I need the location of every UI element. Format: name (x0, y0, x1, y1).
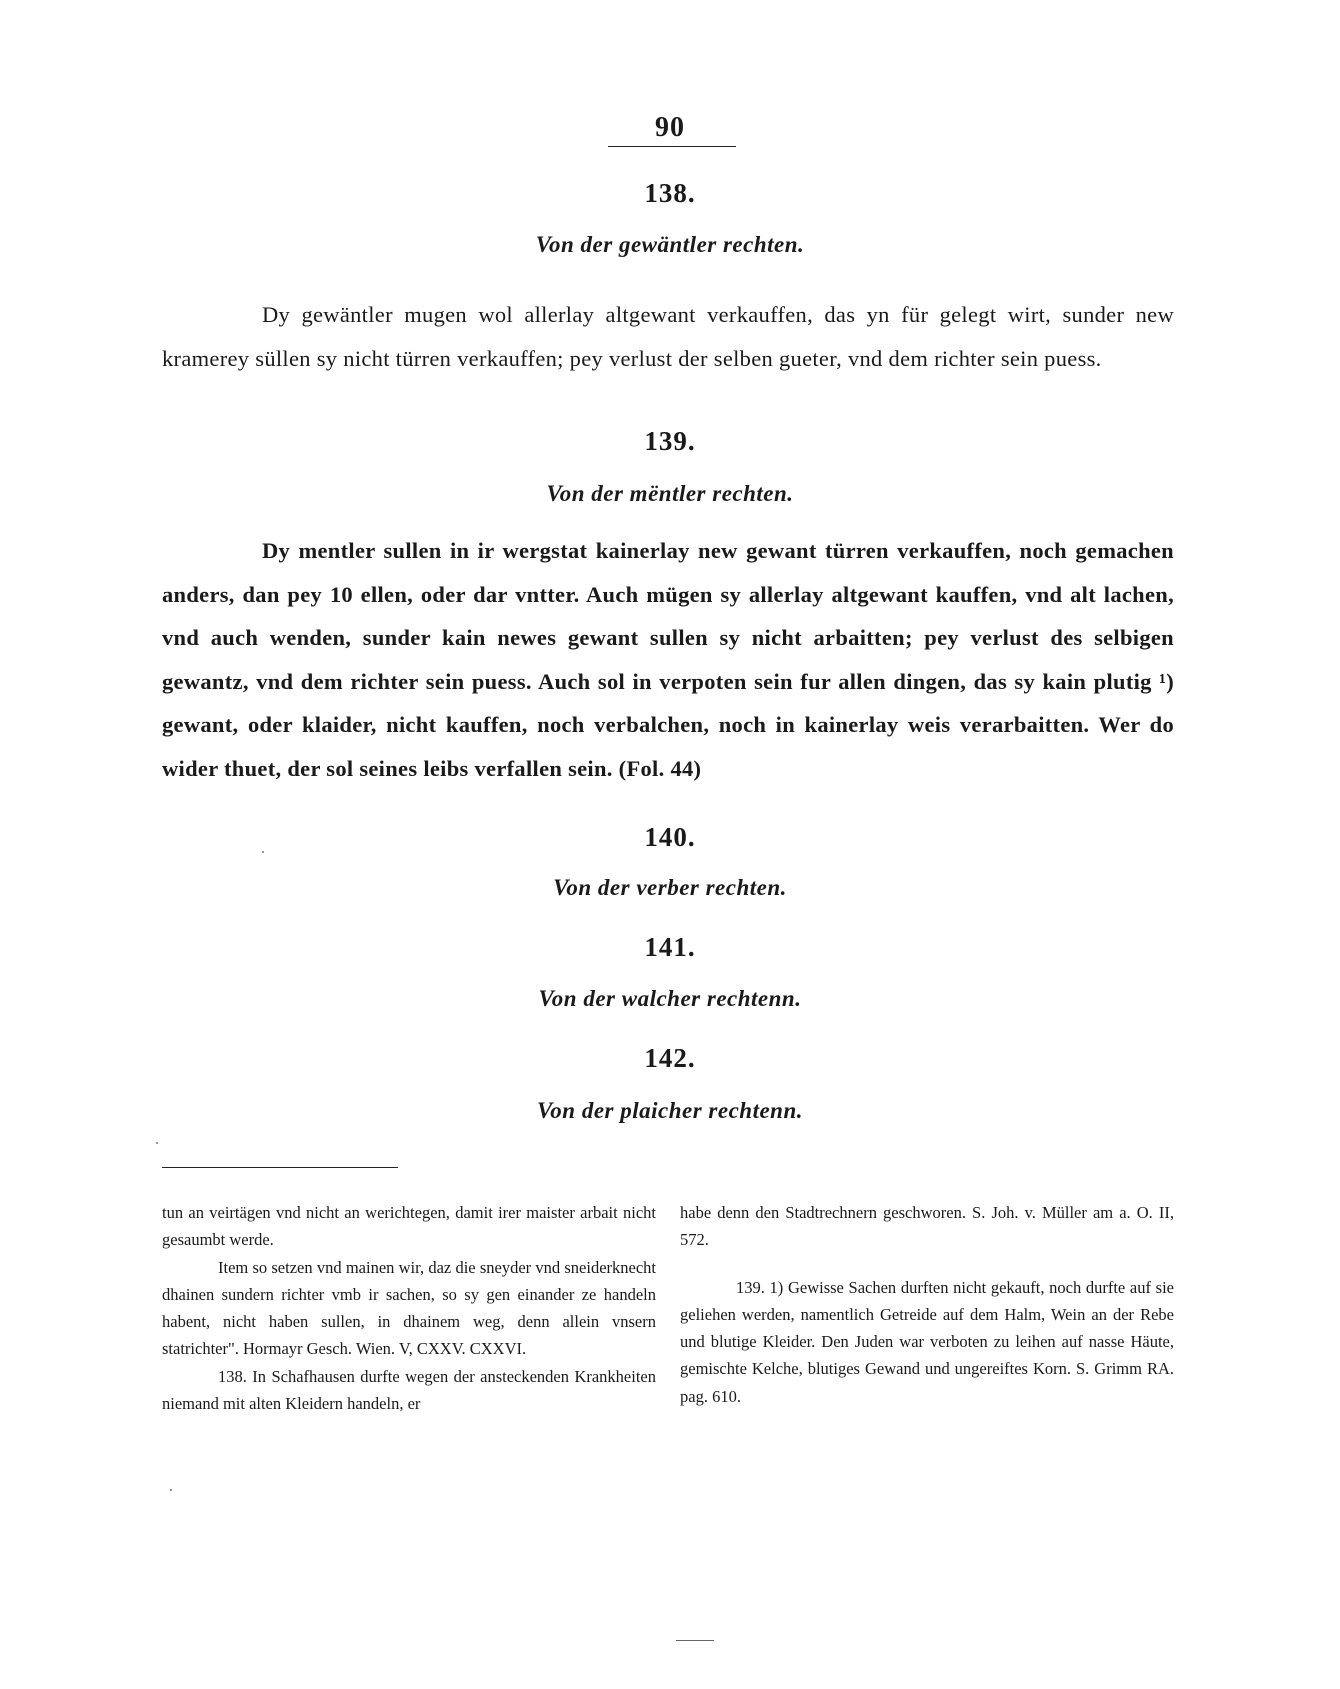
section-number-141: 141. (644, 932, 696, 962)
footnote-paragraph: 138. In Schafhausen durfte wegen der ansteckenden Krankheiten niemand mit alten Kleidern handeln, er (162, 1366, 656, 1414)
section-number-142: 142. (644, 1043, 696, 1073)
footnote-paragraph: 139. 1) Gewisse Sachen durften nicht gekauft, noch durfte auf sie geliehen werden, namentlich Getreide auf dem Halm, Wein an der Rebe und blutige Kleider. Den Juden war verboten zu leihen auf nasse Häute, gemischte Kelche, blutiges Gewand und ungereiftes Korn. S. Grimm RA. pag. 610. (680, 1277, 1174, 1406)
footnotes-right-column (680, 1199, 1174, 1410)
scan-speck (262, 851, 264, 853)
section-number-140: 140. (644, 822, 696, 852)
section-title-141: Von der walcher rechtenn. (538, 986, 802, 1011)
bottom-printer-mark (676, 1640, 714, 1641)
section-title-140: Von der verber rechten. (553, 875, 787, 900)
footnote-paragraph: tun an veirtägen vnd nicht an werichtegen, damit irer maister arbait nicht gesaumbt werde. (162, 1203, 656, 1250)
footnote-separator (162, 1167, 398, 1168)
section-title-142: Von der plaicher rechtenn. (536, 1098, 804, 1123)
section-title-139: Von der mëntler rechten. (546, 481, 794, 506)
section-number-139: 139. (644, 426, 696, 456)
section-title-138: Von der gewäntler rechten. (535, 232, 805, 257)
section-number-138: 138. (644, 178, 696, 208)
footnote-paragraph: habe denn den Stadtrechnern geschworen. S. Joh. v. Müller am a. O. II, 572. (680, 1203, 1174, 1250)
section-text-138: Dy gewäntler mugen wol allerlay altgewant verkauffen, das yn für gelegt wirt, sunder new kramerey süllen sy nicht türren verkauffen; pey verlust der selben gueter, vnd dem richter sein puess. (162, 302, 1174, 371)
section-text-139: Dy mentler sullen in ir wergstat kainerlay new gewant türren verkauffen, noch gemachen anders, dan pey 10 ellen, oder dar vntter. Auch mügen sy allerlay altgewant kauffen, vnd alt lachen, vnd auch wenden, sunder kain newes gewant sullen sy nicht arbaitten; pey verlust des selbigen gewantz, vnd dem richter sein puess. Auch sol in verpoten sein fur allen dingen, das sy kain plutig ¹) gewant, oder klaider, nicht kauffen, noch verbalchen, noch in kainerlay weis verarbaitten. Wer do wider thuet, der sol seines leibs verfallen sein. (Fol. 44) (162, 538, 1174, 781)
page-number-rule (608, 146, 736, 147)
page-number: 90 (655, 112, 685, 143)
footnotes-left-column (162, 1199, 656, 1417)
scan-speck (170, 1489, 172, 1491)
scan-speck (156, 1142, 158, 1144)
footnote-paragraph: Item so setzen vnd mainen wir, daz die sneyder vnd sneiderknecht dhainen sundern richter vmb ir sachen, so sy gen einander ze handeln habent, nicht haben sullen, in dhainem weg, denn allein vnsern statrichter". Hormayr Gesch. Wien. V, CXXV. CXXVI. (162, 1257, 656, 1359)
